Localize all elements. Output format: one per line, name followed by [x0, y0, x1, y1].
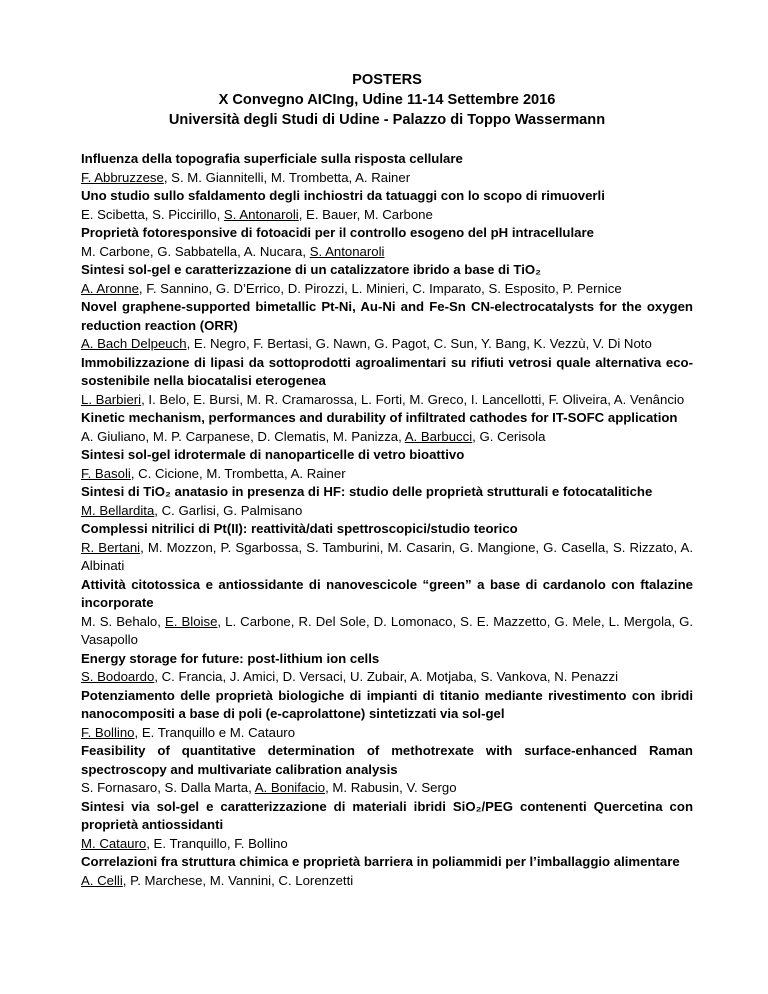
authors-after: , P. Marchese, M. Vannini, C. Lorenzetti: [122, 872, 354, 888]
authors-after: , E. Negro, F. Bertasi, G. Nawn, G. Pagot, C. Sun, Y. Bang, K. Vezzù, V. Di Noto: [186, 336, 652, 351]
authors-after: , E. Tranquillo e M. Catauro: [134, 724, 296, 740]
authors-after: , E. Bauer, M. Carbone: [298, 206, 433, 222]
header-venue: Università degli Studi di Udine - Palazzo di Toppo Wassermann: [168, 112, 606, 128]
poster-authors: [81, 391, 693, 410]
presenting-author: A. Bach Delpeuch: [81, 336, 187, 351]
poster-entry: [81, 576, 693, 650]
header-conference: X Convegno AICIng, Udine 11-14 Settembre 2016: [218, 92, 556, 108]
poster-authors: [81, 169, 693, 188]
poster-title: Attività citotossica e antiossidante di nanovescicole “green” a base di cardanolo con ftalazine incorporate: [81, 576, 693, 610]
poster-authors: [81, 668, 693, 687]
poster-entry: [81, 224, 693, 261]
poster-title: Novel graphene-supported bimetallic Pt-Ni, Au-Ni and Fe-Sn CN-electrocatalysts for the oxygen reduction reaction (ORR): [81, 299, 693, 333]
poster-entry: [81, 798, 693, 854]
authors-after: , M. Rabusin, V. Sergo: [325, 780, 457, 795]
presenting-author: F. Abbruzzese: [81, 169, 164, 185]
poster-entry: [81, 298, 693, 354]
poster-title: Sintesi sol-gel idrotermale di nanoparticelle di vetro bioattivo: [81, 447, 465, 462]
poster-authors: [81, 465, 693, 484]
poster-entry: [81, 354, 693, 410]
poster-authors: [81, 835, 693, 854]
header-posters: POSTERS: [352, 72, 422, 88]
poster-title: Sintesi via sol-gel e caratterizzazione di materiali ibridi SiO₂/PEG contenenti Quercetina con proprietà antiossidanti: [81, 798, 693, 832]
authors-before: M. S. Behalo,: [81, 613, 165, 629]
authors-after: , C. Cicione, M. Trombetta, A. Rainer: [130, 465, 346, 481]
poster-authors: [81, 613, 693, 650]
poster-authors: [81, 280, 693, 299]
poster-title: Immobilizzazione di lipasi da sottoprodotti agroalimentari su rifiuti vetrosi quale alternativa eco-sostenibile nella biocatalisi eterogenea: [81, 354, 693, 388]
poster-list: [81, 150, 693, 890]
poster-entry: [81, 650, 693, 687]
poster-authors: [81, 539, 693, 576]
poster-entry: [81, 187, 693, 224]
poster-entry: [81, 150, 693, 187]
presenting-author: F. Basoli: [81, 465, 131, 481]
document-header: [81, 70, 693, 130]
presenting-author: A. Aronne: [81, 280, 139, 296]
authors-after: , F. Sannino, G. D’Errico, D. Pirozzi, L. Minieri, C. Imparato, S. Esposito, P. Pernice: [138, 280, 622, 296]
authors-after: , L. Carbone, R. Del Sole, D. Lomonaco, S. E. Mazzetto, G. Mele, L. Mergola, G. Vasapollo: [81, 613, 694, 647]
poster-entry: [81, 742, 693, 798]
poster-title: Sintesi sol-gel e caratterizzazione di un catalizzatore ibrido a base di TiO₂: [81, 262, 541, 277]
poster-title: Feasibility of quantitative determination of methotrexate with surface-enhanced Raman spectroscopy and multivariate calibration analysis: [81, 743, 693, 777]
presenting-author: M. Catauro: [81, 835, 147, 851]
presenting-author: A. Bonifacio: [254, 780, 326, 795]
poster-authors: [81, 724, 693, 743]
poster-authors: [81, 335, 693, 354]
poster-entry: [81, 409, 693, 446]
poster-entry: [81, 483, 693, 520]
authors-after: , C. Garlisi, G. Palmisano: [154, 502, 303, 518]
poster-authors: [81, 243, 693, 262]
presenting-author: M. Bellardita: [81, 502, 155, 518]
poster-title: Influenza della topografia superficiale sulla risposta cellulare: [81, 151, 463, 166]
presenting-author: A. Celli: [81, 872, 123, 888]
presenting-author: E. Bloise: [164, 613, 218, 629]
presenting-author: S. Antonaroli: [309, 243, 385, 259]
authors-after: , M. Mozzon, P. Sgarbossa, S. Tamburini, M. Casarin, G. Mangione, G. Casella, S. Rizzato, A. Albinati: [81, 539, 693, 573]
authors-after: , C. Francia, J. Amici, D. Versaci, U. Zubair, A. Motjaba, S. Vankova, N. Penazzi: [154, 669, 619, 684]
presenting-author: S. Antonaroli: [223, 206, 299, 222]
poster-entry: [81, 261, 693, 298]
authors-after: , I. Belo, E. Bursi, M. R. Cramarossa, L. Forti, M. Greco, I. Lancellotti, F. Oliveira, A. Venâncio: [141, 391, 685, 407]
poster-entry: [81, 853, 693, 890]
poster-title: Kinetic mechanism, performances and durability of infiltrated cathodes for IT-SOFC application: [81, 410, 678, 425]
poster-entry: [81, 520, 693, 576]
authors-before: S. Fornasaro, S. Dalla Marta,: [81, 780, 255, 795]
poster-authors: [81, 428, 693, 447]
poster-title: Proprietà fotoresponsive di fotoacidi per il controllo esogeno del pH intracellulare: [81, 225, 594, 240]
poster-title: Potenziamento delle proprietà biologiche di impianti di titanio mediante rivestimento con ibridi nanocompositi a base di poli (e-caprolattone) sintetizzati via sol-gel: [81, 687, 693, 721]
poster-title: Uno studio sullo sfaldamento degli inchiostri da tatuaggi con lo scopo di rimuoverli: [81, 188, 605, 203]
poster-authors: [81, 872, 693, 891]
poster-title: Sintesi di TiO₂ anatasio in presenza di HF: studio delle proprietà strutturali e fotocatalitiche: [81, 484, 653, 499]
authors-after: , E. Tranquillo, F. Bollino: [146, 835, 288, 851]
presenting-author: L. Barbieri: [81, 391, 142, 407]
presenting-author: A. Barbucci: [404, 428, 473, 444]
poster-authors: [81, 502, 693, 521]
poster-title: Correlazioni fra struttura chimica e proprietà barriera in poliammidi per l’imballaggio alimentare: [81, 854, 680, 869]
poster-entry: [81, 687, 693, 743]
authors-before: E. Scibetta, S. Piccirillo,: [81, 206, 224, 222]
presenting-author: S. Bodoardo: [81, 669, 155, 684]
poster-authors: [81, 779, 693, 798]
presenting-author: R. Bertani: [81, 539, 141, 555]
presenting-author: F. Bollino: [81, 724, 135, 740]
poster-title: Complessi nitrilici di Pt(II): reattività/dati spettroscopici/studio teorico: [81, 521, 518, 536]
authors-after: , G. Cerisola: [472, 428, 546, 444]
authors-before: M. Carbone, G. Sabbatella, A. Nucara,: [81, 243, 310, 259]
authors-after: , S. M. Giannitelli, M. Trombetta, A. Rainer: [163, 169, 411, 185]
poster-title: Energy storage for future: post-lithium ion cells: [81, 650, 380, 666]
authors-before: A. Giuliano, M. P. Carpanese, D. Clematis, M. Panizza,: [81, 428, 405, 444]
document-page: [81, 70, 693, 890]
poster-authors: [81, 206, 693, 225]
poster-entry: [81, 446, 693, 483]
